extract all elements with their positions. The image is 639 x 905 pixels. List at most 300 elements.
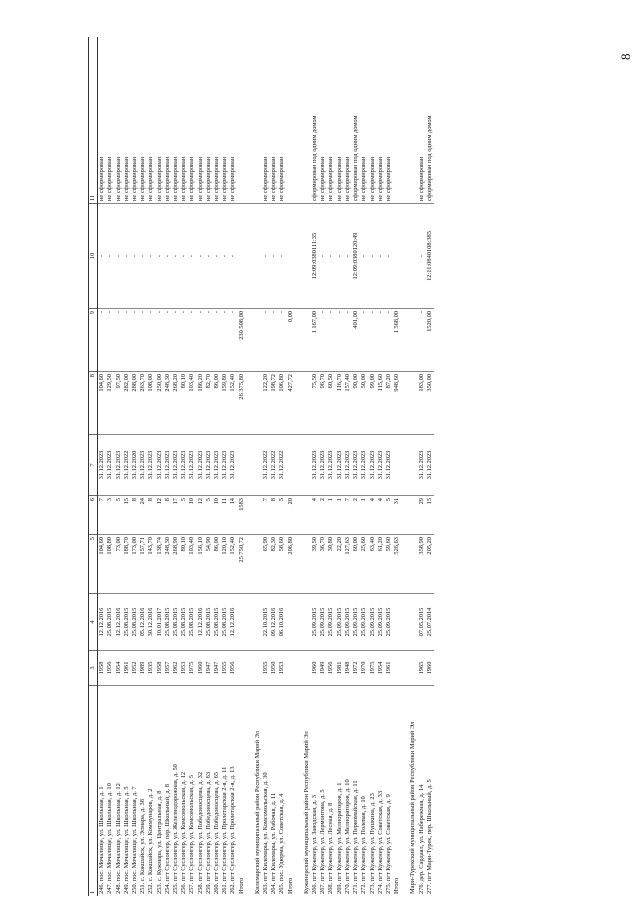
col8-cell: 90,00 (352, 372, 360, 435)
empty-cell (297, 535, 311, 594)
cadastral-cell: - (213, 204, 221, 309)
deadline-cell: 31.12.2023 (352, 435, 360, 496)
table-row (147, 37, 155, 896)
date-cell: 25.08.2015 (172, 594, 180, 651)
land-area-cell: - (344, 309, 352, 372)
land-status-cell: сформирован под одним домом (352, 37, 360, 204)
total-label: Итого (237, 877, 245, 894)
deadline-cell: 31.12.2023 (319, 435, 327, 496)
deadline-cell: 31.12.2023 (336, 435, 344, 496)
residents-cell: 5 (278, 496, 286, 535)
land-area-cell: - (270, 309, 278, 372)
date-cell: 25.09.2015 (385, 594, 393, 651)
address-cell: 246. пос. Мочалище, ул. Школьная, д. 1 (98, 786, 106, 894)
cadastral-cell: 12:11:0840108:385 (426, 204, 434, 309)
column-number-row (89, 37, 98, 896)
address-cell: 260. пгт Суслонгер, ул. Победоносцева, д. 65 (213, 771, 221, 894)
deadline-cell: 31.12.2023 (377, 435, 385, 496)
cadastral-cell: - (131, 204, 139, 309)
deadline-cell: 31.12.2023 (327, 435, 335, 496)
cadastral-cell: - (205, 204, 213, 309)
total-land: 230 508,00 (238, 309, 248, 372)
land-status-cell: сформирован под одним домом (426, 37, 434, 204)
table-row (311, 37, 319, 896)
total-land: 1 568,00 (393, 309, 403, 372)
land-area-cell: - (156, 309, 164, 372)
col8-cell: 96,70 (319, 372, 327, 435)
total-residents: 1583 (238, 496, 248, 535)
land-status-cell: не сформирован (221, 37, 229, 204)
year-cell: 1975 (369, 651, 377, 686)
col8-cell: 86,00 (213, 372, 221, 435)
col8-cell: 97,50 (115, 372, 123, 435)
empty-cell (287, 651, 297, 686)
land-area-cell: - (418, 309, 426, 372)
empty-cell (403, 309, 417, 372)
year-cell: 1961 (385, 651, 393, 686)
land-area-cell: 401,00 (352, 309, 360, 372)
area-cell: 25,60 (360, 535, 368, 594)
empty-cell (238, 37, 248, 204)
area-cell: 73,00 (115, 535, 123, 594)
table-row (131, 37, 139, 896)
cadastral-cell: - (385, 204, 393, 309)
area-cell: 108,80 (106, 535, 114, 594)
land-status-cell: не сформирован (344, 37, 352, 204)
year-cell: 1954 (115, 651, 123, 686)
empty-cell (297, 309, 311, 372)
residents-cell: 15 (123, 496, 131, 535)
land-status-cell: не сформирован (106, 37, 114, 204)
empty-cell (248, 651, 262, 686)
land-status-cell: сформирован под одним домом (311, 37, 319, 204)
residents-cell: 11 (221, 496, 229, 535)
deadline-cell: 31.12.2023 (188, 435, 196, 496)
year-cell: 1948 (344, 651, 352, 686)
year-cell: 1975 (188, 651, 196, 686)
area-cell: 30,80 (327, 535, 335, 594)
column-header: 6 (89, 496, 98, 535)
year-cell: 1962 (172, 651, 180, 686)
cadastral-cell: - (327, 204, 335, 309)
column-header: 5 (89, 535, 98, 594)
date-cell: 25.08.2015 (106, 594, 114, 651)
col8-cell: 350,00 (426, 372, 434, 435)
cadastral-cell: - (115, 204, 123, 309)
empty-cell (393, 435, 403, 496)
area-cell: 65,90 (262, 535, 270, 594)
land-area-cell: - (197, 309, 205, 372)
area-cell: 82,30 (270, 535, 278, 594)
deadline-cell: 31.12.2023 (213, 435, 221, 496)
address-cell: 254. пгт Суслонгер, пер. Школьный, д. 8 (163, 784, 171, 894)
total-col8: 427,72 (287, 372, 297, 435)
date-cell: 25.09.2015 (319, 594, 327, 651)
deadline-cell: 31.12.2023 (229, 435, 237, 496)
deadline-cell: 31.12.2022 (270, 435, 278, 496)
empty-cell (393, 37, 403, 204)
address-cell: 266. пгт Куженер, ул. Заводская, д. 3 (311, 795, 319, 894)
table-row (197, 37, 205, 896)
land-status-cell: не сформирован (98, 37, 107, 204)
empty-cell (297, 594, 311, 651)
empty-cell (287, 594, 297, 651)
total-area: 206,80 (287, 535, 297, 594)
area-cell: 39,50 (311, 535, 319, 594)
year-cell: 1960 (197, 651, 205, 686)
col8-cell: 152,40 (229, 372, 237, 435)
deadline-cell: 31.12.2022 (123, 435, 131, 496)
col8-cell: 103,40 (188, 372, 196, 435)
deadline-cell: 31.12.2023 (180, 435, 188, 496)
empty-cell (403, 204, 417, 309)
residents-cell: 1 (360, 496, 368, 535)
residents-cell: 15 (426, 496, 434, 535)
empty-cell (248, 535, 262, 594)
area-cell: 156,10 (197, 535, 205, 594)
residents-cell: 1 (336, 496, 344, 535)
col8-cell: 198,72 (270, 372, 278, 435)
year-cell: 1957 (164, 651, 172, 686)
col8-cell: 108,00 (147, 372, 155, 435)
deadline-cell: 31.12.2023 (311, 435, 319, 496)
year-cell: 1954 (377, 651, 385, 686)
cadastral-cell: - (221, 204, 229, 309)
empty-cell (248, 309, 262, 372)
table-row (98, 37, 107, 896)
address-cell: 272. пгт Куженер, ул. Полевая, д. 10 (360, 796, 368, 894)
land-area-cell: - (98, 309, 107, 372)
area-cell: 103,40 (188, 535, 196, 594)
residents-cell: 4 (311, 496, 319, 535)
table-row (426, 37, 434, 896)
date-cell: 05.12.2016 (139, 594, 147, 651)
land-status-cell: не сформирован (336, 37, 344, 204)
table-row (360, 37, 368, 896)
area-cell: 188,70 (123, 535, 131, 594)
table-row (106, 37, 114, 896)
year-cell: 1972 (352, 651, 360, 686)
date-cell: 25.09.2015 (336, 594, 344, 651)
deadline-cell: 31.12.2023 (418, 435, 426, 496)
total-col8: 948,60 (393, 372, 403, 435)
date-cell: 25.09.2015 (369, 594, 377, 651)
year-cell: 1956 (106, 651, 114, 686)
date-cell: 25.08.2015 (188, 594, 196, 651)
year-cell: 1960 (426, 651, 434, 686)
total-row (287, 37, 297, 896)
residents-cell: 5 (115, 496, 123, 535)
land-status-cell: не сформирован (262, 37, 270, 204)
residents-cell: 4 (369, 496, 377, 535)
land-area-cell: - (262, 309, 270, 372)
residents-cell: 5 (180, 496, 188, 535)
deadline-cell: 31.12.2022 (262, 435, 270, 496)
address-cell: 247. пос. Мочалище, ул. Школьная, д. 10 (106, 783, 114, 894)
col8-cell: 250,00 (156, 372, 164, 435)
empty-cell (297, 372, 311, 435)
address-cell: 270. пгт Куженер, ул. Мелиораторов, д. 10 (343, 779, 351, 894)
residents-cell: 8 (131, 496, 139, 535)
area-cell: 138,74 (156, 535, 164, 594)
area-cell: 22,20 (336, 535, 344, 594)
table-row (123, 37, 131, 896)
year-cell: 1953 (278, 651, 286, 686)
land-area-cell: - (147, 309, 155, 372)
empty-cell (238, 594, 248, 651)
address-cell: 269. пгт Куженер, ул. Мелиораторов, д. 1 (335, 782, 343, 894)
residents-cell: 10 (188, 496, 196, 535)
table-row (205, 37, 213, 896)
date-cell: 25.09.2015 (360, 594, 368, 651)
deadline-cell: 31.12.2023 (147, 435, 155, 496)
address-cell: 251. с. Кокшайск, ул. Элмара, д. 38 (139, 799, 147, 894)
cadastral-cell: - (180, 204, 188, 309)
date-cell: 09.12.2016 (270, 594, 278, 651)
col8-cell: 288,00 (131, 372, 139, 435)
table-row (172, 37, 180, 896)
address-cell: 256. пгт Суслонгер, ул. Комсомольская, д. 12 (180, 771, 188, 894)
col8-cell: 157,40 (344, 372, 352, 435)
table-row (278, 37, 286, 896)
col8-cell: 282,00 (123, 372, 131, 435)
area-cell: 61,20 (377, 535, 385, 594)
residents-cell: 24 (139, 496, 147, 535)
land-status-cell: не сформирован (180, 37, 188, 204)
year-cell: 1960 (311, 651, 319, 686)
empty-cell (403, 37, 417, 204)
empty-cell (297, 496, 311, 535)
land-status-cell: не сформирован (278, 37, 286, 204)
land-area-cell: - (319, 309, 327, 372)
address-cell: 248. пос. Мочалище, ул. Школьная, д. 12 (114, 783, 122, 894)
total-row (238, 37, 248, 896)
empty-cell (248, 594, 262, 651)
total-label: Итого (393, 877, 401, 894)
area-cell: 173,00 (131, 535, 139, 594)
deadline-cell: 31.12.2023 (369, 435, 377, 496)
table-row (418, 37, 426, 896)
cadastral-cell: - (369, 204, 377, 309)
empty-cell (287, 435, 297, 496)
empty-cell (238, 651, 248, 686)
area-cell: 127,63 (344, 535, 352, 594)
empty-cell (403, 496, 417, 535)
year-cell: 1953 (180, 651, 188, 686)
date-cell: 25.08.2015 (131, 594, 139, 651)
residents-cell: 8 (164, 496, 172, 535)
residents-cell: 8 (147, 496, 155, 535)
area-cell: 152,40 (229, 535, 237, 594)
land-status-cell: не сформирован (385, 37, 393, 204)
year-cell: 1970 (360, 651, 368, 686)
residents-cell: 5 (385, 496, 393, 535)
cadastral-cell: - (360, 204, 368, 309)
residents-cell: 1 (327, 496, 335, 535)
date-cell: 25.08.2015 (205, 594, 213, 651)
deadline-cell: 31.12.2023 (344, 435, 352, 496)
empty-cell (393, 204, 403, 309)
land-area-cell: - (369, 309, 377, 372)
col8-cell: 99,00 (369, 372, 377, 435)
land-area-cell: - (115, 309, 123, 372)
empty-cell (287, 37, 297, 204)
cadastral-cell: - (418, 204, 426, 309)
residents-cell: 7 (344, 496, 352, 535)
date-cell: 12.12.2016 (115, 594, 123, 651)
year-cell: 1947 (205, 651, 213, 686)
land-status-cell: не сформирован (115, 37, 123, 204)
region-row (297, 37, 311, 896)
cadastral-cell: - (336, 204, 344, 309)
table-row (213, 37, 221, 896)
col8-cell: 87,20 (385, 372, 393, 435)
land-area-cell: - (377, 309, 385, 372)
region-title: Куженерский муниципальный район Республики Марий Эл (302, 731, 310, 894)
col8-cell: 50,00 (360, 372, 368, 435)
year-cell: 1952 (131, 651, 139, 686)
residents-cell: 2 (319, 496, 327, 535)
column-header: 10 (89, 204, 98, 309)
land-status-cell: не сформирован (229, 37, 237, 204)
cadastral-cell: - (139, 204, 147, 309)
year-cell: 1949 (319, 651, 327, 686)
residents-cell: 3 (106, 496, 114, 535)
cadastral-cell: - (344, 204, 352, 309)
housing-table (88, 37, 434, 896)
total-residents: 20 (287, 496, 297, 535)
deadline-cell: 31.12.2023 (360, 435, 368, 496)
cadastral-cell: - (270, 204, 278, 309)
region-title: Мари-Турекский муниципальный район Республики Марий Эл (409, 721, 417, 894)
total-land: 0,00 (287, 309, 297, 372)
residents-cell: 4 (377, 496, 385, 535)
cadastral-cell: - (123, 204, 131, 309)
year-cell: 1955 (262, 651, 270, 686)
table-row (164, 37, 172, 896)
total-col8: 26 375,80 (238, 372, 248, 435)
land-area-cell: - (221, 309, 229, 372)
region-row (248, 37, 262, 896)
date-cell: 12.12.2016 (229, 594, 237, 651)
date-cell: 10.01.2017 (156, 594, 164, 651)
land-status-cell: не сформирован (197, 37, 205, 204)
address-cell: 263. пгт Килемары, ул. Комсомольская, д. 30 (262, 772, 270, 894)
empty-cell (403, 651, 417, 686)
residents-cell: 10 (213, 496, 221, 535)
table-row (385, 37, 393, 896)
land-area-cell: 1520,00 (426, 309, 434, 372)
area-cell: 58,60 (278, 535, 286, 594)
table-row (369, 37, 377, 896)
table-row (180, 37, 188, 896)
deadline-cell: 31.12.2023 (98, 435, 107, 496)
date-cell: 25.09.2015 (344, 594, 352, 651)
residents-cell: 2 (352, 496, 360, 535)
date-cell: 12.12.2016 (98, 594, 107, 651)
land-status-cell: не сформирован (377, 37, 385, 204)
address-cell: 257. пгт Суслонгер, ул. Комсомольская, д. 5 (188, 775, 196, 894)
col8-cell: 82,70 (205, 372, 213, 435)
empty-cell (297, 204, 311, 309)
year-cell: 1935 (147, 651, 155, 686)
land-status-cell: не сформирован (327, 37, 335, 204)
land-area-cell: - (213, 309, 221, 372)
area-cell: 143,70 (147, 535, 155, 594)
col8-cell: 263,70 (139, 372, 147, 435)
year-cell: 1958 (98, 651, 107, 686)
address-cell: 277. пгт Мари-Турек, пер. Школьный, д. 5 (425, 779, 433, 894)
table-row (115, 37, 123, 896)
total-residents: 31 (393, 496, 403, 535)
table-row (270, 37, 278, 896)
area-cell: 205,20 (426, 535, 434, 594)
empty-cell (403, 594, 417, 651)
date-cell: 22.10.2015 (262, 594, 270, 651)
year-cell: 1989 (139, 651, 147, 686)
residents-cell: 17 (172, 496, 180, 535)
deadline-cell: 31.12.2023 (156, 435, 164, 496)
col8-cell: 104,60 (98, 372, 107, 435)
empty-cell (403, 435, 417, 496)
area-cell: 80,10 (180, 535, 188, 594)
date-cell: 30.12.2016 (147, 594, 155, 651)
empty-cell (248, 37, 262, 204)
address-cell: 259. пгт Суслонгер, ул. Победоносцева, д. 63 (204, 771, 212, 894)
date-cell: 07.05.2015 (418, 594, 426, 651)
table-row (344, 37, 352, 896)
date-cell: 25.08.2015 (180, 594, 188, 651)
empty-cell (403, 372, 417, 435)
deadline-cell: 31.12.2020 (131, 435, 139, 496)
cadastral-cell: - (197, 204, 205, 309)
column-header: 8 (89, 372, 98, 435)
land-status-cell: не сформирован (123, 37, 131, 204)
land-status-cell: не сформирован (147, 37, 155, 204)
address-cell: 262. пгт Суслонгер, ул. Пролетарская 2-я, д. 13 (229, 766, 237, 894)
column-header: 1 (89, 686, 98, 897)
col8-cell: 80,10 (180, 372, 188, 435)
area-cell: 59,60 (385, 535, 393, 594)
date-cell: 25.09.2015 (311, 594, 319, 651)
address-cell: 268. пгт Куженер, ул. Лесная, д. 8 (327, 802, 335, 894)
year-cell: 1956 (229, 651, 237, 686)
area-cell: 248,30 (164, 535, 172, 594)
cadastral-cell: - (172, 204, 180, 309)
area-cell: 60,00 (352, 535, 360, 594)
table-row (262, 37, 270, 896)
col8-cell: 106,80 (278, 372, 286, 435)
empty-cell (403, 535, 417, 594)
page-number: 8 (618, 53, 633, 60)
col8-cell: 75,50 (311, 372, 319, 435)
cadastral-cell: - (188, 204, 196, 309)
column-header: 7 (89, 435, 98, 496)
table-row (352, 37, 360, 896)
area-cell: 104,60 (98, 535, 107, 594)
date-cell: 25.08.2015 (164, 594, 172, 651)
deadline-cell: 31.12.2023 (172, 435, 180, 496)
cadastral-cell: - (229, 204, 237, 309)
land-area-cell: - (180, 309, 188, 372)
residents-cell: 12 (156, 496, 164, 535)
address-cell: 255. пгт Суслонгер, ул. Железнодорожная, д. 50 (172, 764, 180, 894)
residents-cell: 14 (229, 496, 237, 535)
year-cell: 1955 (221, 651, 229, 686)
cadastral-cell: 12:09:0380111:35 (311, 204, 319, 309)
date-cell: 06.10.2016 (278, 594, 286, 651)
year-cell: 1958 (156, 651, 164, 686)
